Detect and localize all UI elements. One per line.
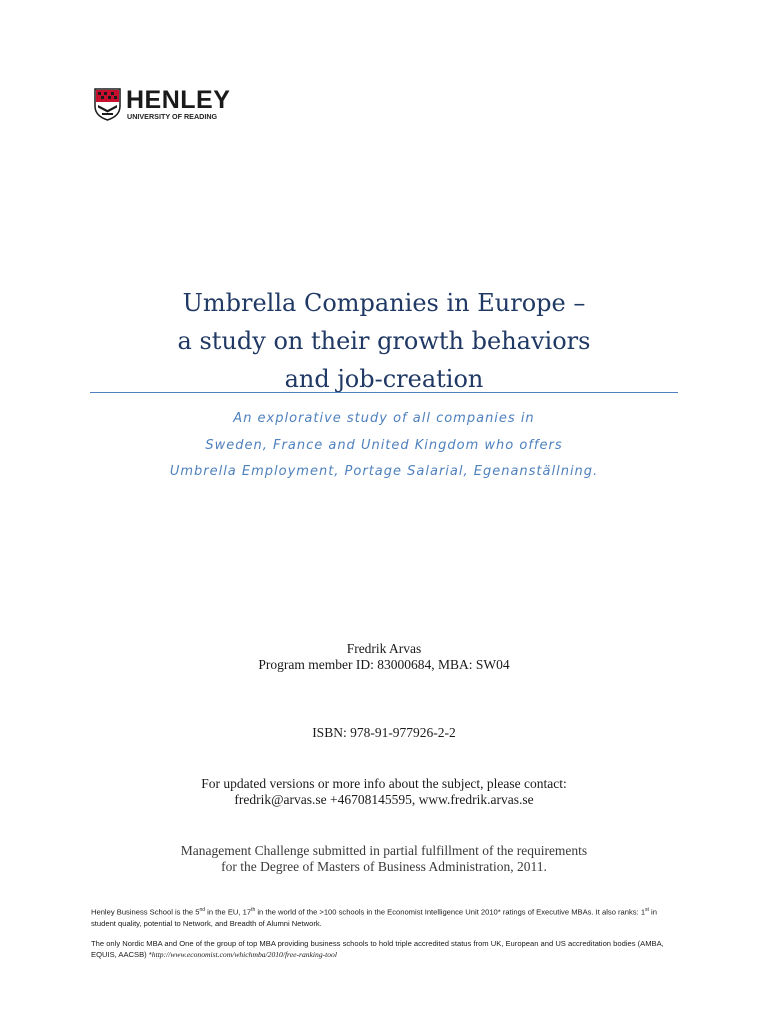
title-line: Umbrella Companies in Europe –	[182, 289, 586, 317]
ordinal-suffix: nd	[199, 907, 206, 913]
economist-ranking-link[interactable]: http://www.economist.com/whichmba/2010/free-ranking-tool	[151, 950, 337, 959]
subtitle-line: Umbrella Employment, Portage Salarial, Egenanställning.	[169, 464, 599, 479]
footnote-text: Henley Business School is the 5	[91, 907, 200, 917]
title-line: and job-creation	[284, 365, 484, 393]
contact-block	[0, 776, 768, 808]
ranking-footnote	[91, 905, 681, 929]
program-member-id: Program member ID: 83000684, MBA: SW04	[258, 657, 510, 672]
footnote-text: in the EU, 17	[205, 907, 252, 917]
author-name: Fredrik Arvas	[346, 641, 422, 656]
henley-crest-icon	[94, 88, 121, 121]
author-block	[0, 641, 768, 673]
isbn: ISBN: 978-91-977926-2-2	[312, 725, 456, 740]
submission-line: for the Degree of Masters of Business Administration, 2011.	[221, 859, 547, 874]
title-line: a study on their growth behaviors	[177, 327, 591, 355]
footnote-text: in the world of the >100 schools in the Economist Intelligence Unit 2010* ratings of Executive MBAs. It also ranks: 1	[255, 907, 646, 917]
title-divider	[90, 392, 678, 393]
contact-details: fredrik@arvas.se +46708145595, www.fredrik.arvas.se	[234, 792, 534, 807]
ordinal-suffix: th	[251, 907, 256, 913]
subtitle-line: An explorative study of all companies in	[233, 411, 535, 426]
accreditation-footnote	[91, 938, 681, 960]
footnote-text: in student quality, potential to Network, and Breadth of Alumni Network.	[91, 907, 657, 928]
submission-line: Management Challenge submitted in partial fulfillment of the requirements	[180, 843, 588, 858]
logo-wordmark: HENLEY	[126, 86, 231, 114]
submission-statement	[0, 843, 768, 875]
ordinal-suffix: st	[645, 907, 649, 913]
contact-intro: For updated versions or more info about the subject, please contact:	[201, 776, 567, 791]
document-subtitle	[0, 406, 768, 486]
subtitle-line: Sweden, France and United Kingdom who offers	[205, 437, 563, 453]
logo-subtitle: UNIVERSITY OF READING	[127, 112, 218, 121]
footnote-text: The only Nordic MBA and One of the group of top MBA providing business schools to hold triple accredited status from UK, European and US accreditation bodies (AMBA, EQUIS, AACSB) *	[91, 939, 664, 959]
document-title	[0, 284, 768, 398]
